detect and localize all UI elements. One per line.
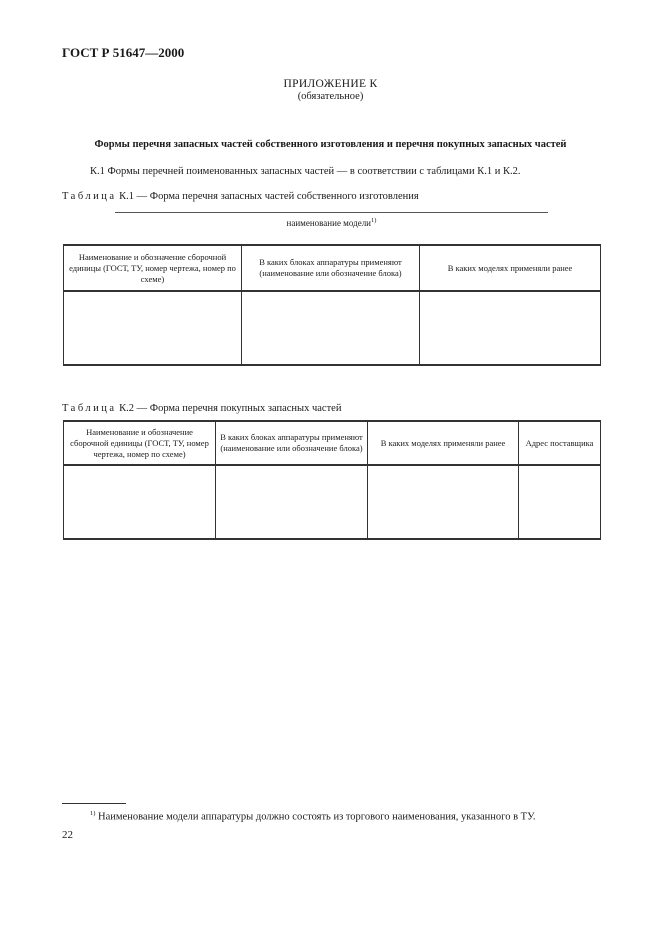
table-k2-header-blocks: В каких блоках аппаратуры применяют (наименование или обозначение блока)	[216, 421, 368, 465]
section-heading: Формы перечня запасных частей собственного изготовления и перечня покупных запасных частей	[94, 139, 567, 150]
footnote	[90, 810, 535, 823]
model-name-footnote-mark: 1)	[371, 217, 377, 224]
table-cell	[64, 291, 242, 365]
table-k1-header-assembly: Наименование и обозначение сборочной единицы (ГОСТ, ТУ, номер чертежа, номер по схеме)	[64, 245, 242, 291]
table-k2	[63, 420, 601, 540]
model-name-line	[115, 212, 548, 213]
table-cell	[519, 465, 601, 539]
table2-caption-text: К.2 — Форма перечня покупных запасных частей	[116, 403, 342, 414]
appendix-title: ПРИЛОЖЕНИЕ К	[283, 78, 378, 90]
table-k1-header-blocks: В каких блоках аппаратуры применяют (наименование или обозначение блока)	[242, 245, 420, 291]
model-name-label	[115, 217, 548, 228]
table-cell	[420, 291, 601, 365]
table-k2-header-assembly: Наименование и обозначение сборочной единицы (ГОСТ, ТУ, номер чертежа, номер по схеме)	[64, 421, 216, 465]
page-number: 22	[62, 829, 73, 841]
table-k1	[63, 244, 601, 366]
table-k2-header-supplier: Адрес поставщика	[519, 421, 601, 465]
table-k2-header-models: В каких моделях применяли ранее	[368, 421, 519, 465]
table2-caption	[62, 403, 341, 414]
table-row	[64, 465, 601, 539]
table1-caption-prefix: Таблица	[62, 191, 117, 202]
footnote-rule	[62, 803, 126, 804]
footnote-text: Наименование модели аппаратуры должно состоять из торгового наименования, указанного в ТУ.	[95, 811, 536, 823]
table-cell	[64, 465, 216, 539]
model-name-label-text: наименование модели	[286, 218, 372, 228]
table-k2-header-row	[64, 421, 601, 465]
table2-caption-prefix: Таблица	[62, 403, 117, 414]
table-cell	[368, 465, 519, 539]
paragraph-k1: К.1 Формы перечней поименованных запасных частей — в соответствии с таблицами К.1 и К.2.	[90, 166, 521, 177]
table1-caption-text: К.1 — Форма перечня запасных частей собственного изготовления	[116, 191, 419, 202]
table-row	[64, 291, 601, 365]
document-code: ГОСТ Р 51647—2000	[62, 45, 185, 60]
table1-caption	[62, 191, 419, 202]
footnote-mark: 1)	[90, 810, 96, 817]
table-k1-header-row	[64, 245, 601, 291]
appendix-subtitle: (обязательное)	[297, 91, 364, 102]
table-cell	[242, 291, 420, 365]
table-cell	[216, 465, 368, 539]
table-k1-header-models: В каких моделях применяли ранее	[420, 245, 601, 291]
